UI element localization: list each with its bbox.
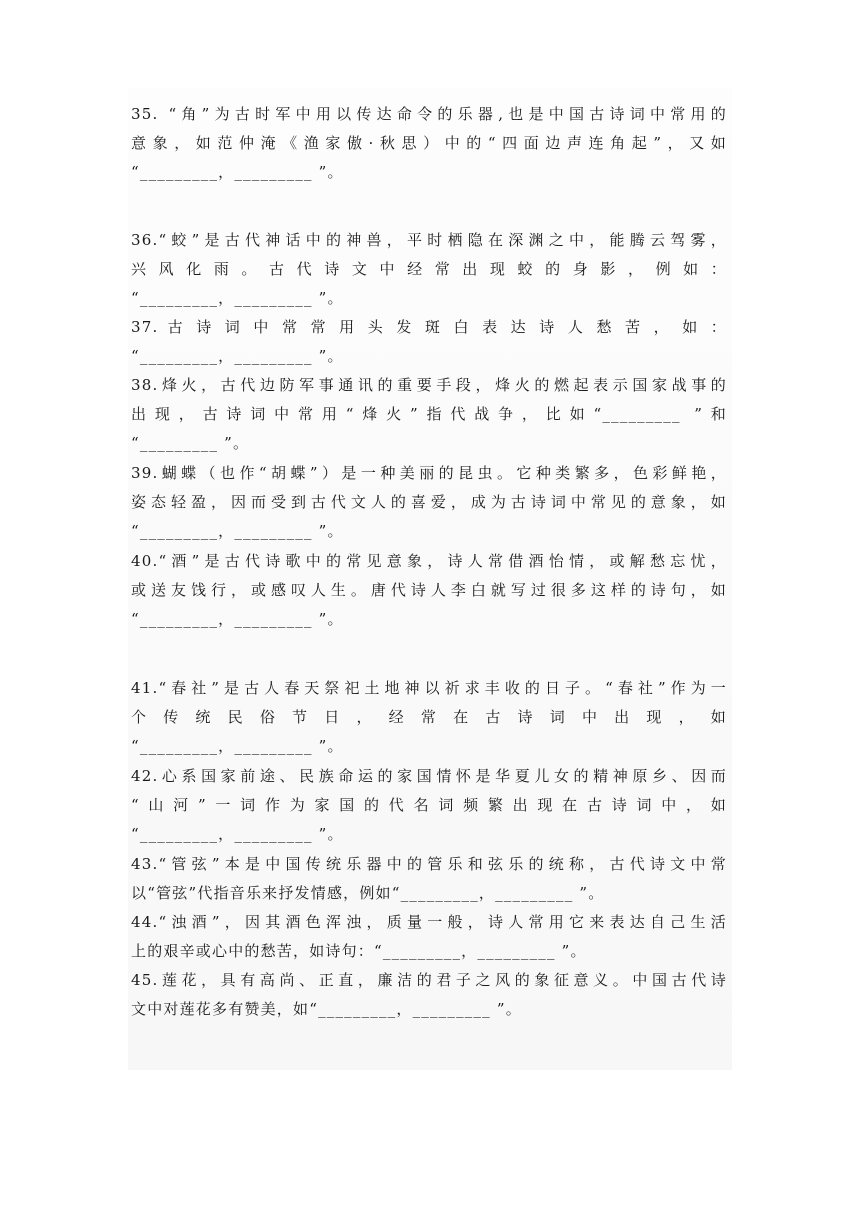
question-44 xyxy=(131,908,727,966)
question-line: 出现，古诗词中常用“烽火”指代战争，比如“_________ ”和 xyxy=(131,405,727,423)
question-line: 41.“春社”是古人春天祭祀土地神以祈求丰收的日子。“春社”作为一 xyxy=(131,679,727,697)
question-line: 或送友饯行，或感叹人生。唐代诗人李白就写过很多这样的诗句，如 xyxy=(131,581,727,599)
answer-blank-line: “_________，_________ ”。 xyxy=(131,289,344,307)
answer-blank-line: “_________，_________ ”。 xyxy=(131,163,344,181)
question-line: 兴 风 化 雨 。 古 代 诗 文 中 经 常 出 现 蛟 的 身 影 ， 例 如 ： xyxy=(131,260,727,278)
answer-blank-line: “_________ ”。 xyxy=(131,434,250,452)
answer-blank-line: “_________，_________ ”。 xyxy=(131,610,344,628)
answer-blank-line: “_________，_________ ”。 xyxy=(131,737,344,755)
question-line: 37. 古 诗 词 中 常 常 用 头 发 斑 白 表 达 诗 人 愁 苦 ， 如 ： xyxy=(131,318,727,336)
question-line: 39.蝴蝶（也作“胡蝶”）是一种美丽的昆虫。它种类繁多，色彩鲜艳， xyxy=(131,464,727,482)
question-38 xyxy=(131,371,727,458)
question-line: 44.“浊酒”，因其酒色浑浊，质量一般，诗人常用它来表达自己生活 xyxy=(131,913,727,931)
question-45 xyxy=(131,966,727,1024)
question-line: 45.莲花，具有高尚、正直，廉洁的君子之风的象征意义。中国古代诗 xyxy=(131,971,727,989)
question-line: “山河”一词作为家国的代名词频繁出现在古诗词中，如 xyxy=(131,796,727,814)
question-line: 38.烽火，古代边防军事通讯的重要手段，烽火的燃起表示国家战事的 xyxy=(131,376,727,394)
question-42 xyxy=(131,762,727,849)
question-line-with-blanks: 文中对莲花多有赞美，如“_________，_________ ”。 xyxy=(131,1000,522,1018)
question-36 xyxy=(131,226,727,313)
question-line: 个 传 统 民 俗 节 日 ， 经 常 在 古 诗 词 中 出 现 ， 如 xyxy=(131,708,727,726)
question-line-with-blanks: 上的艰辛或心中的愁苦，如诗句：“_________，_________ ”。 xyxy=(131,942,587,960)
question-line: 姿态轻盈，因而受到古代文人的喜爱，成为古诗词中常见的意象，如 xyxy=(131,493,727,511)
answer-blank-line: “_________，_________ ”。 xyxy=(131,347,344,365)
question-41 xyxy=(131,674,727,761)
answer-blank-line: “_________，_________ ”。 xyxy=(131,522,344,540)
question-line: 36.“蛟”是古代神话中的神兽，平时栖隐在深渊之中，能腾云驾雾， xyxy=(131,231,727,249)
answer-blank-line: “_________，_________ ”。 xyxy=(131,825,344,843)
question-line: 40.“酒”是古代诗歌中的常见意象，诗人常借酒怡情，或解愁忘忧， xyxy=(131,552,727,570)
question-line: 42.心系国家前途、民族命运的家国情怀是华夏儿女的精神原乡、因而 xyxy=(131,767,727,785)
question-43 xyxy=(131,850,727,908)
question-line: 意象，如范仲淹《渔家傲·秋思）中的“四面边声连角起”，又如 xyxy=(131,134,727,152)
question-39 xyxy=(131,459,727,546)
question-37 xyxy=(131,313,727,371)
question-40 xyxy=(131,547,727,634)
question-line: 43.“管弦”本是中国传统乐器中的管乐和弦乐的统称，古代诗文中常 xyxy=(131,855,727,873)
question-line-with-blanks: 以“管弦”代指音乐来抒发情感，例如“_________，_________ ”。 xyxy=(131,884,605,902)
question-line: 35. “角”为古时军中用以传达命令的乐器,也是中国古诗词中常用的 xyxy=(131,105,727,123)
question-35 xyxy=(131,100,727,187)
